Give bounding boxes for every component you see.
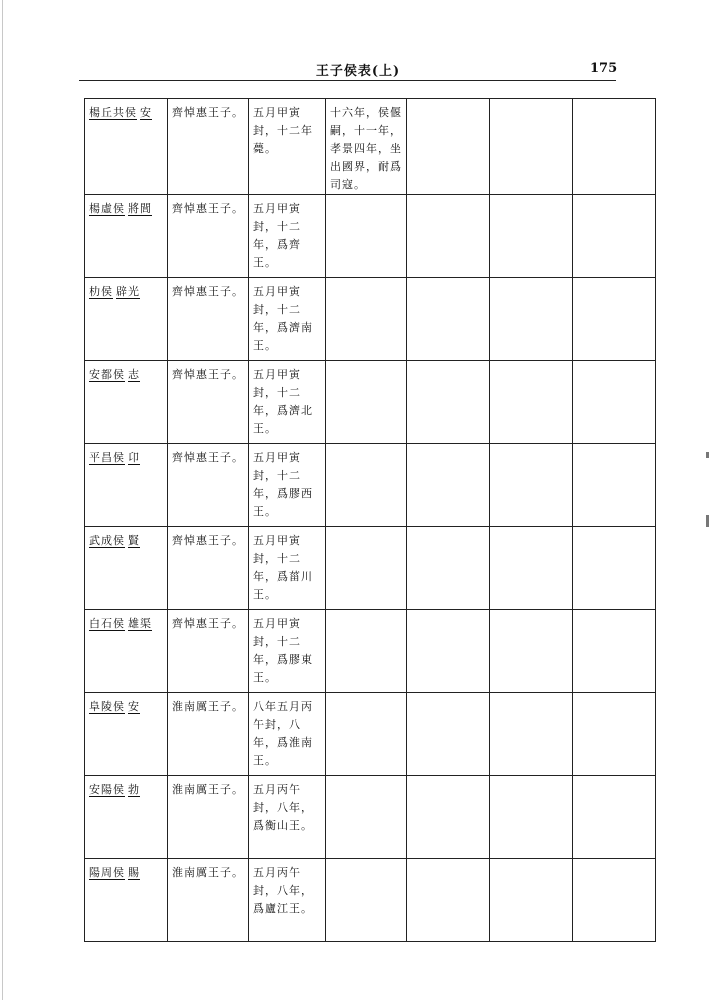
empty-cell [490,776,573,859]
successor-cell [326,444,407,527]
father-cell [168,776,249,859]
empty-cell [407,527,490,610]
person-name: 賜 [128,866,140,879]
empty-cell [573,527,656,610]
empty-cell [407,278,490,361]
successor-cell [326,99,407,195]
empty-cell [490,693,573,776]
father-cell [168,859,249,942]
person-name: 安 [140,106,152,119]
table-row [85,693,656,776]
father-text: 齊悼惠王子。 [172,202,244,215]
person-name: 將閭 [128,202,152,215]
marquis-name [89,864,163,882]
fief-name: 陽周侯 [89,866,125,879]
empty-cell [490,361,573,444]
father-text: 淮南厲王子。 [172,866,244,879]
successor-cell [326,361,407,444]
enfeoffment-cell [249,444,326,527]
marquis-table [84,98,656,942]
empty-cell [573,693,656,776]
table-row [85,195,656,278]
table-row [85,527,656,610]
father-text: 淮南厲王子。 [172,700,244,713]
marquis-name [89,615,163,633]
empty-cell [407,99,490,195]
marquis-name [89,449,163,467]
marquis-name [89,200,163,218]
table-row [85,361,656,444]
table-row [85,444,656,527]
successor-cell [326,610,407,693]
page-number: 175 [590,61,618,76]
marquis-name [89,283,163,301]
father-cell [168,195,249,278]
table-row [85,776,656,859]
scan-edge-mark [706,452,709,458]
enfeoffment-cell [249,610,326,693]
person-name: 雄渠 [128,617,152,630]
person-name: 安 [128,700,140,713]
enfeoffment-cell [249,195,326,278]
marquis-name-cell [85,195,168,278]
empty-cell [407,776,490,859]
father-cell [168,444,249,527]
fief-name: 平昌侯 [89,451,125,464]
empty-cell [490,610,573,693]
header-rule [79,80,616,81]
successor-text: 十六年，侯偃嗣，十一年，孝景四年，坐出國界，耐爲司寇。 [330,106,402,191]
scan-edge-mark [706,515,709,527]
empty-cell [573,99,656,195]
father-cell [168,278,249,361]
empty-cell [490,527,573,610]
empty-cell [490,195,573,278]
table-row [85,99,656,195]
person-name: 志 [128,368,140,381]
fief-name: 安陽侯 [89,783,125,796]
marquis-name-cell [85,444,168,527]
fief-name: 武成侯 [89,534,125,547]
person-name: 勃 [128,783,140,796]
table-row [85,859,656,942]
empty-cell [573,278,656,361]
empty-cell [407,693,490,776]
marquis-table-body [85,99,656,942]
empty-cell [573,776,656,859]
enfeoffment-text: 五月丙午封，八年，爲衡山王。 [253,783,313,832]
successor-cell [326,195,407,278]
enfeoffment-text: 五月甲寅封，十二年，爲齊王。 [253,202,301,269]
marquis-name-cell [85,693,168,776]
enfeoffment-text: 八年五月丙午封，八年，爲淮南王。 [253,700,313,767]
marquis-name-cell [85,776,168,859]
father-text: 齊悼惠王子。 [172,617,244,630]
empty-cell [573,610,656,693]
fief-name: 白石侯 [89,617,125,630]
enfeoffment-cell [249,776,326,859]
person-name: 賢 [128,534,140,547]
enfeoffment-text: 五月丙午封，八年，爲廬江王。 [253,866,313,915]
father-text: 齊悼惠王子。 [172,534,244,547]
empty-cell [407,610,490,693]
successor-cell [326,859,407,942]
person-name: 辟光 [116,285,140,298]
empty-cell [407,195,490,278]
enfeoffment-text: 五月甲寅封，十二年，爲膠西王。 [253,451,313,518]
fief-name: 安都侯 [89,368,125,381]
marquis-name [89,104,163,122]
marquis-name-cell [85,527,168,610]
father-cell [168,610,249,693]
marquis-name [89,698,163,716]
page-gutter-line [2,0,3,1000]
father-text: 淮南厲王子。 [172,783,244,796]
father-cell [168,527,249,610]
fief-name: 楊丘共侯 [89,106,137,119]
running-header-title: 王子侯表(上) [315,64,401,79]
successor-cell [326,693,407,776]
empty-cell [490,859,573,942]
enfeoffment-cell [249,361,326,444]
father-cell [168,693,249,776]
empty-cell [490,278,573,361]
enfeoffment-cell [249,278,326,361]
enfeoffment-text: 五月甲寅封，十二年，爲濟北王。 [253,368,313,435]
enfeoffment-text: 五月甲寅封，十二年，爲濟南王。 [253,285,313,352]
empty-cell [490,99,573,195]
marquis-name-cell [85,99,168,195]
successor-cell [326,527,407,610]
empty-cell [407,361,490,444]
father-cell [168,361,249,444]
fief-name: 朸侯 [89,285,113,298]
marquis-name [89,366,163,384]
fief-name: 阜陵侯 [89,700,125,713]
empty-cell [573,361,656,444]
enfeoffment-text: 五月甲寅封，十二年薨。 [253,106,313,155]
successor-cell [326,776,407,859]
marquis-name-cell [85,278,168,361]
successor-cell [326,278,407,361]
enfeoffment-cell [249,859,326,942]
father-text: 齊悼惠王子。 [172,451,244,464]
marquis-name-cell [85,610,168,693]
marquis-name [89,781,163,799]
empty-cell [573,444,656,527]
father-text: 齊悼惠王子。 [172,106,244,119]
table-row [85,278,656,361]
father-text: 齊悼惠王子。 [172,285,244,298]
marquis-name-cell [85,361,168,444]
marquis-name [89,532,163,550]
enfeoffment-cell [249,99,326,195]
fief-name: 楊虛侯 [89,202,125,215]
empty-cell [490,444,573,527]
empty-cell [573,195,656,278]
enfeoffment-cell [249,693,326,776]
table-row [85,610,656,693]
person-name: 卬 [128,451,140,464]
father-cell [168,99,249,195]
empty-cell [407,859,490,942]
empty-cell [573,859,656,942]
enfeoffment-text: 五月甲寅封，十二年，爲菑川王。 [253,534,313,601]
enfeoffment-text: 五月甲寅封，十二年，爲膠東王。 [253,617,313,684]
father-text: 齊悼惠王子。 [172,368,244,381]
empty-cell [407,444,490,527]
marquis-name-cell [85,859,168,942]
enfeoffment-cell [249,527,326,610]
